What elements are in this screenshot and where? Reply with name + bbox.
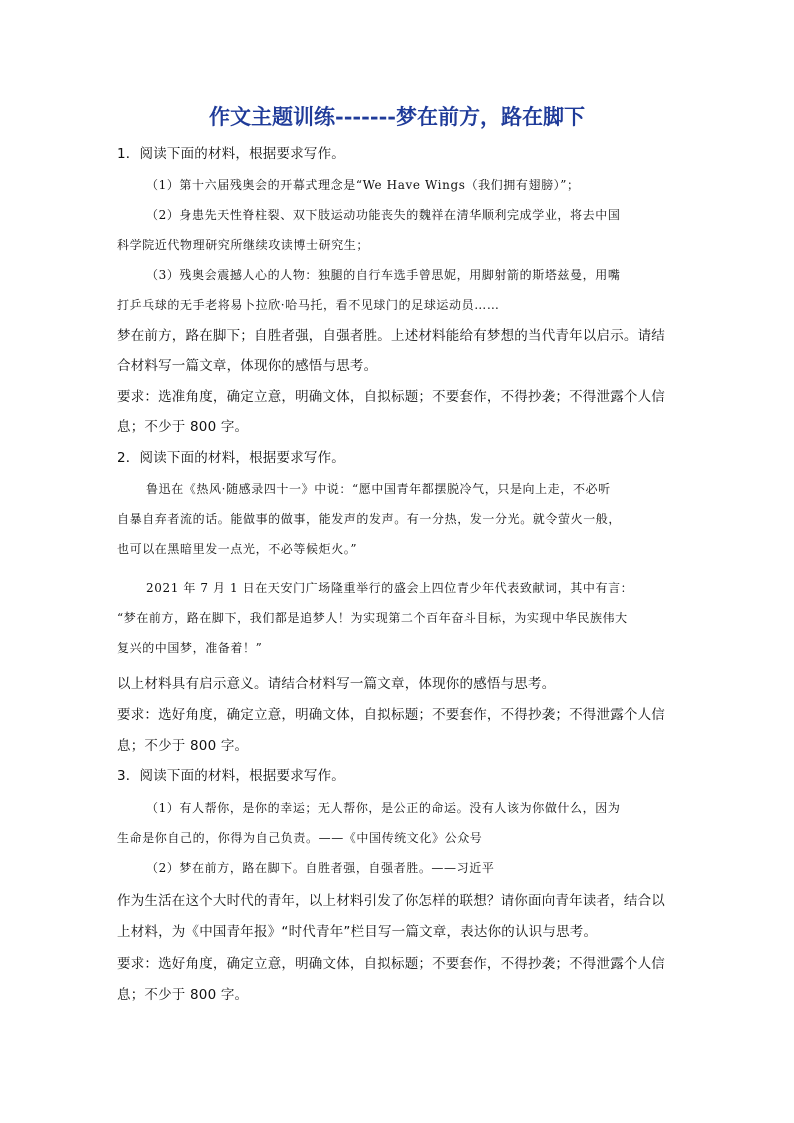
- material-line: 科学院近代物理研究所继续攻读博士研究生；: [117, 238, 370, 252]
- material-line: 也可以在黑暗里发一点光，不必等候炬火。”: [117, 542, 358, 556]
- requirement-line: 息；不少于 800 字。: [117, 987, 249, 1003]
- document-title: 作文主题训练-------梦在前方，路在脚下: [208, 104, 585, 129]
- requirement-line: 要求：选好角度，确定立意，明确文体，自拟标题；不要套作，不得抄袭；不得泄露个人信: [117, 707, 665, 723]
- material-line: 鲁迅在《热风·随感录四十一》中说：“愿中国青年都摆脱冷气，只是向上走，不必听: [146, 482, 611, 496]
- prompt-line: 作为生活在这个大时代的青年，以上材料引发了你怎样的联想？请你面向青年读者，结合以: [117, 893, 665, 909]
- material-line: （1）第十六届残奥会的开幕式理念是“We Have Wings（我们拥有翅膀）”；: [146, 178, 580, 192]
- material-line: 生命是你自己的，你得为自己负责。——《中国传统文化》公众号: [117, 831, 483, 845]
- question-1-heading: 1．阅读下面的材料，根据要求写作。: [117, 146, 345, 162]
- question-2-heading: 2．阅读下面的材料，根据要求写作。: [117, 450, 345, 466]
- prompt-line: 上材料，为《中国青年报》“时代青年”栏目写一篇文章，表达你的认识与思考。: [117, 924, 598, 940]
- prompt-line: 梦在前方，路在脚下；自胜者强，自强者胜。上述材料能给有梦想的当代青年以启示。请结: [117, 328, 665, 344]
- material-line: （2）梦在前方，路在脚下。自胜者强，自强者胜。——习近平: [146, 861, 495, 875]
- requirement-line: 息；不少于 800 字。: [117, 738, 249, 754]
- material-line: （2）身患先天性脊柱裂、双下肢运动功能丧失的魏祥在清华顺利完成学业，将去中国: [146, 208, 621, 222]
- requirement-line: 要求：选准角度，确定立意，明确文体，自拟标题；不要套作，不得抄袭；不得泄露个人信: [117, 389, 665, 405]
- requirement-line: 要求：选好角度，确定立意，明确文体，自拟标题；不要套作，不得抄袭；不得泄露个人信: [117, 956, 665, 972]
- material-line: 打乒乓球的无手老将易卜拉欣·哈马托，看不见球门的足球运动员……: [117, 298, 500, 312]
- material-line: “梦在前方，路在脚下，我们都是追梦人！为实现第二个百年奋斗目标，为实现中华民族伟大: [117, 611, 628, 625]
- prompt-line: 合材料写一篇文章，体现你的感悟与思考。: [117, 358, 378, 374]
- prompt-line: 以上材料具有启示意义。请结合材料写一篇文章，体现你的感悟与思考。: [117, 676, 556, 692]
- material-line: 复兴的中国梦，准备着！”: [117, 641, 263, 655]
- material-line: 2021 年 7 月 1 日在天安门广场隆重举行的盛会上四位青少年代表致献词，其中有言：: [146, 581, 634, 595]
- question-3-heading: 3．阅读下面的材料，根据要求写作。: [117, 768, 345, 784]
- material-line: （1）有人帮你，是你的幸运；无人帮你，是公正的命运。没有人该为你做什么，因为: [146, 801, 621, 815]
- material-line: （3）残奥会震撼人心的人物：独腿的自行车选手曾思妮，用脚射箭的斯塔兹曼，用嘴: [146, 268, 621, 282]
- material-line: 自暴自弃者流的话。能做事的做事，能发声的发声。有一分热，发一分光。就令萤火一般，: [117, 512, 622, 526]
- requirement-line: 息；不少于 800 字。: [117, 419, 249, 435]
